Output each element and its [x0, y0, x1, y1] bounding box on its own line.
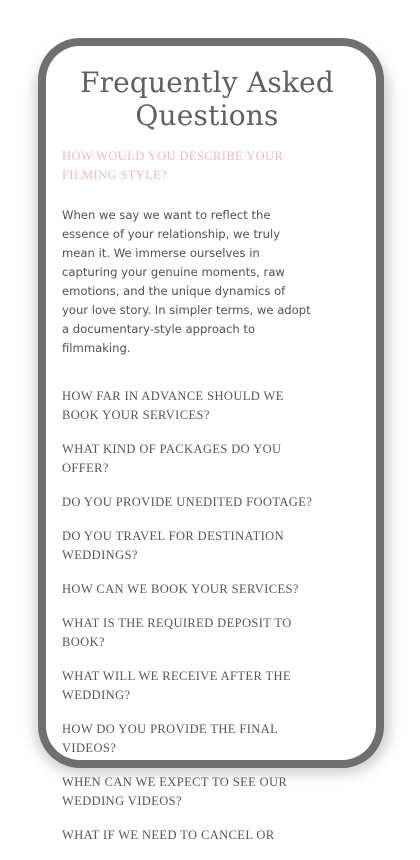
- faq-question-cancellation[interactable]: WHAT IF WE NEED TO CANCEL OR: [62, 828, 275, 842]
- phone-frame: [38, 38, 384, 842]
- faq-question-final-videos[interactable]: HOW DO YOU PROVIDE THE FINAL VIDEOS?: [62, 722, 278, 755]
- page-title: Frequently Asked Questions: [79, 66, 335, 132]
- faq-item-expanded: [62, 147, 352, 358]
- faq-question-deposit[interactable]: WHAT IS THE REQUIRED DEPOSIT TO BOOK?: [62, 616, 292, 649]
- faq-question-deliverables[interactable]: WHAT WILL WE RECEIVE AFTER THE WEDDING?: [62, 669, 291, 702]
- faq-section: [62, 66, 352, 860]
- faq-question-destination-weddings[interactable]: DO YOU TRAVEL FOR DESTINATION WEDDINGS?: [62, 529, 285, 562]
- faq-question-unedited-footage[interactable]: DO YOU PROVIDE UNEDITED FOOTAGE?: [62, 495, 313, 509]
- faq-answer-filming-style: When we say we want to reflect the essence of your relationship, we truly mean it. We immerse ourselves in capturing your genuine moments, raw emotions, and the unique dynamics of your love story. In simpler terms, we adopt a documentary-style approach to filmmaking.: [62, 208, 311, 355]
- faq-question-filming-style[interactable]: HOW WOULD YOU DESCRIBE YOUR FILMING STYLE?: [62, 149, 284, 182]
- faq-question-booking-advance[interactable]: HOW FAR IN ADVANCE SHOULD WE BOOK YOUR SERVICES?: [62, 389, 284, 422]
- faq-list: [62, 387, 352, 845]
- faq-question-delivery-time[interactable]: WHEN CAN WE EXPECT TO SEE OUR WEDDING VIDEOS?: [62, 775, 288, 808]
- phone-screen[interactable]: [46, 46, 376, 842]
- faq-question-how-to-book[interactable]: HOW CAN WE BOOK YOUR SERVICES?: [62, 582, 299, 596]
- faq-question-packages[interactable]: WHAT KIND OF PACKAGES DO YOU OFFER?: [62, 442, 282, 475]
